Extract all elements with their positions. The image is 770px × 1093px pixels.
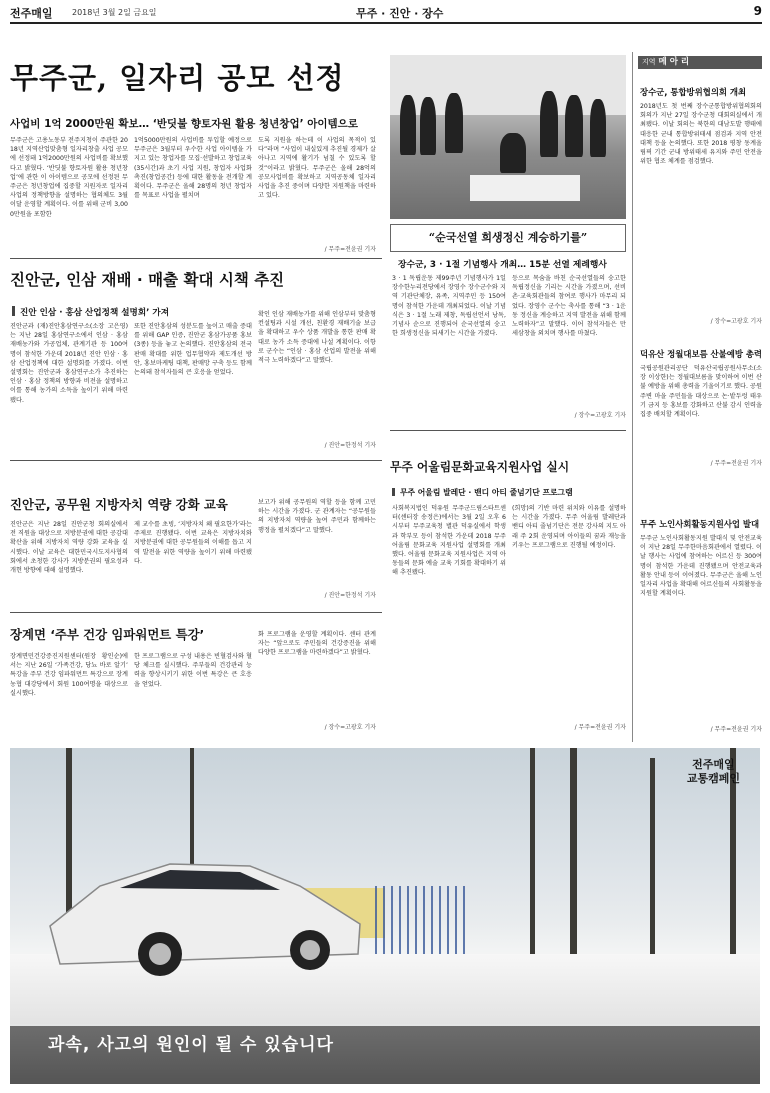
article-5-headline: 장계면 ‘주부 건강 임파워먼트 특강’ (10, 627, 205, 642)
divider (10, 258, 382, 259)
article-2-col-1: 3 · 1 독립운동 제99주년 기념행사가 1일 장수한누리전당에서 장영수 장수군수와 지역 기관단체장, 유족, 지역주민 등 150여명이 참석한 가운데 개최되었다. 이날 기념식은 3 · 1절 노래 제창, 독립선언서 낭독, 기념사 순으로 진행되어 순국선열의 숭고한 희생정신을 되새기는 시간을 가졌다. (392, 275, 506, 338)
article-3-subhead-text: 진안 인삼 · 홍삼 산업정책 설명회’ 가져 (20, 308, 170, 318)
divider (10, 612, 382, 613)
article-3-subhead (12, 306, 169, 318)
sidebar-2-body: 국립공원관리공단 덕유산국립공원사무소(소장 이상한)는 정월대보름을 맞이하여 이번 산불 예방을 위해 총력을 기울이기로 했다. 공원 주변 마을 주민들을 대상으로 논·밭두렁 태우기 금지 등 홍보를 강화하고 산불 감시 인력을 집중 배치할 계획이다. (640, 365, 762, 419)
article-6-subhead-text: 무주 어울림 발레단 · 밴디 아티 줄넘기단 프로그램 (400, 488, 573, 497)
article-5-byline: / 장수=고광호 기자 (324, 724, 376, 731)
article-4-col-2: 제 교수를 초빙, ‘지방자치 왜 필요한가’라는 주제로 진행됐다. 이번 교육은 지방자치와 지방분권에 대한 공무원들의 이해를 돕고 지역 발전을 위한 역량을 높이기 위해 마련됐다. (134, 521, 252, 565)
sidebar-3-byline: / 무주=전윤권 기자 (710, 726, 762, 733)
header-rule (10, 22, 762, 24)
sidebar-1-byline: / 장수=고광호 기자 (710, 318, 762, 325)
sidebar-kicker (638, 56, 762, 69)
campaign-caption: 과속, 사고의 원인이 될 수 있습니다 (48, 1035, 334, 1055)
article-5-col-3: 화 프로그램을 운영할 계획이다. 센터 관계자는 “앞으로도 주민들의 건강증진을 위해 다양한 프로그램을 마련하겠다”고 밝혔다. (258, 631, 376, 657)
traffic-campaign-photo (10, 748, 760, 1084)
article-3-headline: 진안군, 인삼 재배 · 매출 확대 시책 추진 (10, 271, 285, 289)
section-name: 무주 · 진안 · 장수 (356, 7, 444, 20)
article-5-col-2: 한 프로그램으로 구성 내용은 빈혈검사와 혈당 체크를 실시했다. 주부들의 건강관리 능력을 향상시키기 위한 이번 특강은 큰 호응을 얻었다. (134, 653, 252, 688)
crashed-car-image (40, 846, 370, 978)
page-header (10, 4, 762, 22)
sidebar-kicker-label: 메 아 리 (658, 57, 690, 67)
ceremony-photo (390, 55, 626, 219)
article-1-col-3: 도록 지원을 하는데 이 사업의 목적이 있다”라며 “사업이 내실있게 추진될 경제가 살아나고 지역에 활기가 넘칠 수 있도록 할 것”이라고 밝혔다. 무주군은 올해 28억의 공모사업비를 확보하고 지역공동체 일자리 사업을 추진 중이며 다양한 지원책을 마련하고 있다. (258, 137, 376, 200)
article-6-byline: / 무주=전윤권 기자 (574, 724, 626, 731)
article-2-byline: / 장수=고광호 기자 (574, 412, 626, 419)
article-6-headline: 무주 어울림문화교육지원사업 실시 (390, 460, 570, 474)
campaign-brand-paper: 전주매일 (692, 758, 735, 771)
paper-name: 전주매일 (10, 7, 53, 20)
article-3-col-3: 확인 인삼 재배농가를 위해 인삼부터 맞춤형 컨설팅과 시설 개선, 친환경 재배기술 보급을 확대하고 우수 상품 개발을 통한 판매 확대로 농가 소득 증대에 나설 계획이다. 이항로 군수는 “인삼 · 홍삼 산업의 발전을 위해 적극 노력하겠다”고 말했다. (258, 311, 376, 365)
article-4-col-1: 진안군은 지난 28일 진안군청 회의실에서 전 직원을 대상으로 지방분권에 대한 공감대 확산을 위해 지방자치 역량 강화 교육을 실시했다. 이날 교육은 대한민국시도지사협의회에서 초청한 강사가 지방분권의 필요성과 개헌 방향에 대해 설명했다. (10, 521, 128, 575)
page-number: 9 (753, 4, 762, 18)
article-1-col-2: 1억5000만원의 사업비를 투입할 예정으로 무주군은 3월부터 우수한 사업 아이템을 가지고 있는 창업자를 모집·선발하고 창업교육(35시간)과 초기 사업 지원, 창업자 사업화 촉진(창업공간) 등에 대한 활동을 전개할 계획이다. 무주군은 올해 28명의 청년 창업자를 목표로 사업을 펼치며 (134, 137, 252, 200)
sidebar-1-title: 장수군, 통합방위협의회 개최 (640, 87, 747, 97)
article-6-subhead (392, 487, 573, 498)
divider (10, 460, 382, 461)
issue-date: 2018년 3월 2일 금요일 (72, 8, 157, 17)
article-1-byline: / 무주=전윤권 기자 (324, 246, 376, 253)
article-3-byline: / 진안=한정석 기자 (324, 442, 376, 449)
article-6-col-2: (희망)의 기반 마련 위치와 이유를 설명하는 시간을 가졌다. 무주 어울림 발레단과 밴디 아티 줄넘기단은 전문 강사의 지도 아래 주 2회 운영되며 아이들의 꿈과 재능을 키우는 프로그램으로 진행될 예정이다. (512, 505, 626, 549)
article-1-headline: 무주군, 일자리 공모 선정 (10, 61, 345, 95)
campaign-brand (687, 758, 740, 786)
article-2-quote: “순국선열 희생정신 계승하기를” (390, 224, 626, 252)
article-5-col-1: 장계면민건강증진지원센터(원장 황인순)에서는 지난 26일 ‘가족건강, 당뇨 바로 알기’ 특강을 주부 건강 임파워먼트 특강으로 장계농협 대강당에서 회원 100여명을 대상으로 실시했다. (10, 653, 128, 697)
sidebar-3-body: 무주군 노인사회활동지원 발대식 및 안전교육이 지난 28일 무주한마음회관에서 열렸다. 이날 행사는 사업에 참여하는 어르신 등 300여 명이 참석한 가운데 진행됐으며 안전교육과 활동 안내 등이 이어졌다. 무주군은 올해 노인 일자리 사업을 확대해 어르신들의 사회활동을 지원할 계획이다. (640, 535, 762, 598)
article-2-subhead: 장수군, 3 · 1절 기념행사 개최… 15분 선열 제례행사 (398, 260, 607, 270)
sidebar-3-title: 무주 노인사회활동지원사업 발대 (640, 519, 760, 529)
article-4-byline: / 진안=한정석 기자 (324, 592, 376, 599)
sidebar-divider (632, 52, 633, 742)
divider (390, 430, 626, 431)
article-1-col-1: 무주군은 고용노동부 전주지청이 주관한 2018년 지역산업맞춤형 일자리창출 사업 공모에 선정돼 1억2000만원의 사업비를 확보했다고 밝혔다. ‘반딧불 향토자원 활용 청년창업’에 관한 이 아이템으로 공모에 선정된 무주군은 청년창업에 집중할 지원자로 일자리 사업의 정책방향을 설명하는 협의체도 3월 이달 운영할 계획이다. 이를 위해 군비 3,000만원을 포함한 (10, 137, 128, 218)
article-3-col-2: 또한 진안홍삼의 성분도를 높이고 매출 증대를 위해 GAP 인증, 진안군 홍삼가공품 홍보(3종) 등을 놓고 논의했다. 진안홍삼의 전국 판매 확대를 위한 업무협약과 제도개선 방안, 홍보마케팅 대책, 판매망 구축 등도 함께 논의돼 참석자들의 큰 호응을 얻었다. (134, 323, 252, 377)
sidebar-2-byline: / 무주=전윤권 기자 (710, 460, 762, 467)
sidebar-1-body: 2018년도 첫 번째 장수군통합방위협의회의 회의가 지난 27일 장수군청 대회의실에서 개최됐다. 이날 회의는 북한의 대남도발 행태에 대응한 군내 통합방위태세 점검과 지역 안전 대책 등을 논의했다. 또한 2018 평창 동계올림픽 기간 군내 방위태세 유지와 주민 안전을 위한 협조 체계를 점검했다. (640, 103, 762, 166)
article-3-col-1: 진안군과 (재)진안홍삼연구소(소장 고은영)는 지난 28일 홍삼연구소에서 인삼 · 홍삼 재배농가와 가공업체, 관계기관 등 100여 명이 참석한 가운데 2018년 진안 인삼 · 홍삼 산업정책에 대한 설명회를 가졌다. 이번 설명회는 진안군과 홍삼연구소가 추진하는 인삼 · 홍삼 정책의 방향과 비전을 설명하고 이를 통해 농가의 소득을 높이기 위해 마련됐다. (10, 323, 128, 404)
article-1-subhead: 사업비 1억 2000만원 확보… ‘반딧불 향토자원 활용 청년창업’ 아이템으로 (10, 118, 358, 130)
campaign-brand-label: 교통캠페인 (686, 772, 740, 785)
article-4-headline: 진안군, 공무원 지방자치 역량 강화 교육 (10, 497, 228, 512)
sidebar-2-title: 덕유산 정월대보름 산불예방 총력 (640, 349, 763, 359)
sidebar-kicker-prefix: 지역 (642, 58, 656, 66)
article-4-col-3: 보고가 위해 공무원의 역할 등을 함께 고민하는 시간을 가졌다. 군 관계자는 “공무원들의 지방자치 역량을 높여 주민과 함께하는 행정을 펼치겠다”고 말했다. (258, 499, 376, 534)
article-2-col-2: 등으로 목숨을 바친 순국선열들의 숭고한 독립정신을 기리는 시간을 가졌으며, 선비촌·교육회관들의 참여로 행사가 마무리 되었다. 장영수 군수는 축사를 통해 “3 · 1운동 정신을 계승하고 지역 발전을 위해 함께 노력하자”고 말했다. 이어 참석자들은 만세삼창을 외치며 행사를 마쳤다. (512, 275, 626, 338)
article-6-col-1: 사회복지법인 덕유원 무주군드림스타트센터(센터장 송정은)에서는 3월 2일 오후 6시부터 무주교육청 별관 덕유실에서 학생과 학부모 등이 참석한 가운데 2018 무주 어울림 문화교육 지원사업 설명회를 개최했다. 어울림 문화교육 지원사업은 지역 아동들의 문화 예술 교육 기회를 확대하기 위해 추진됐다. (392, 505, 506, 577)
